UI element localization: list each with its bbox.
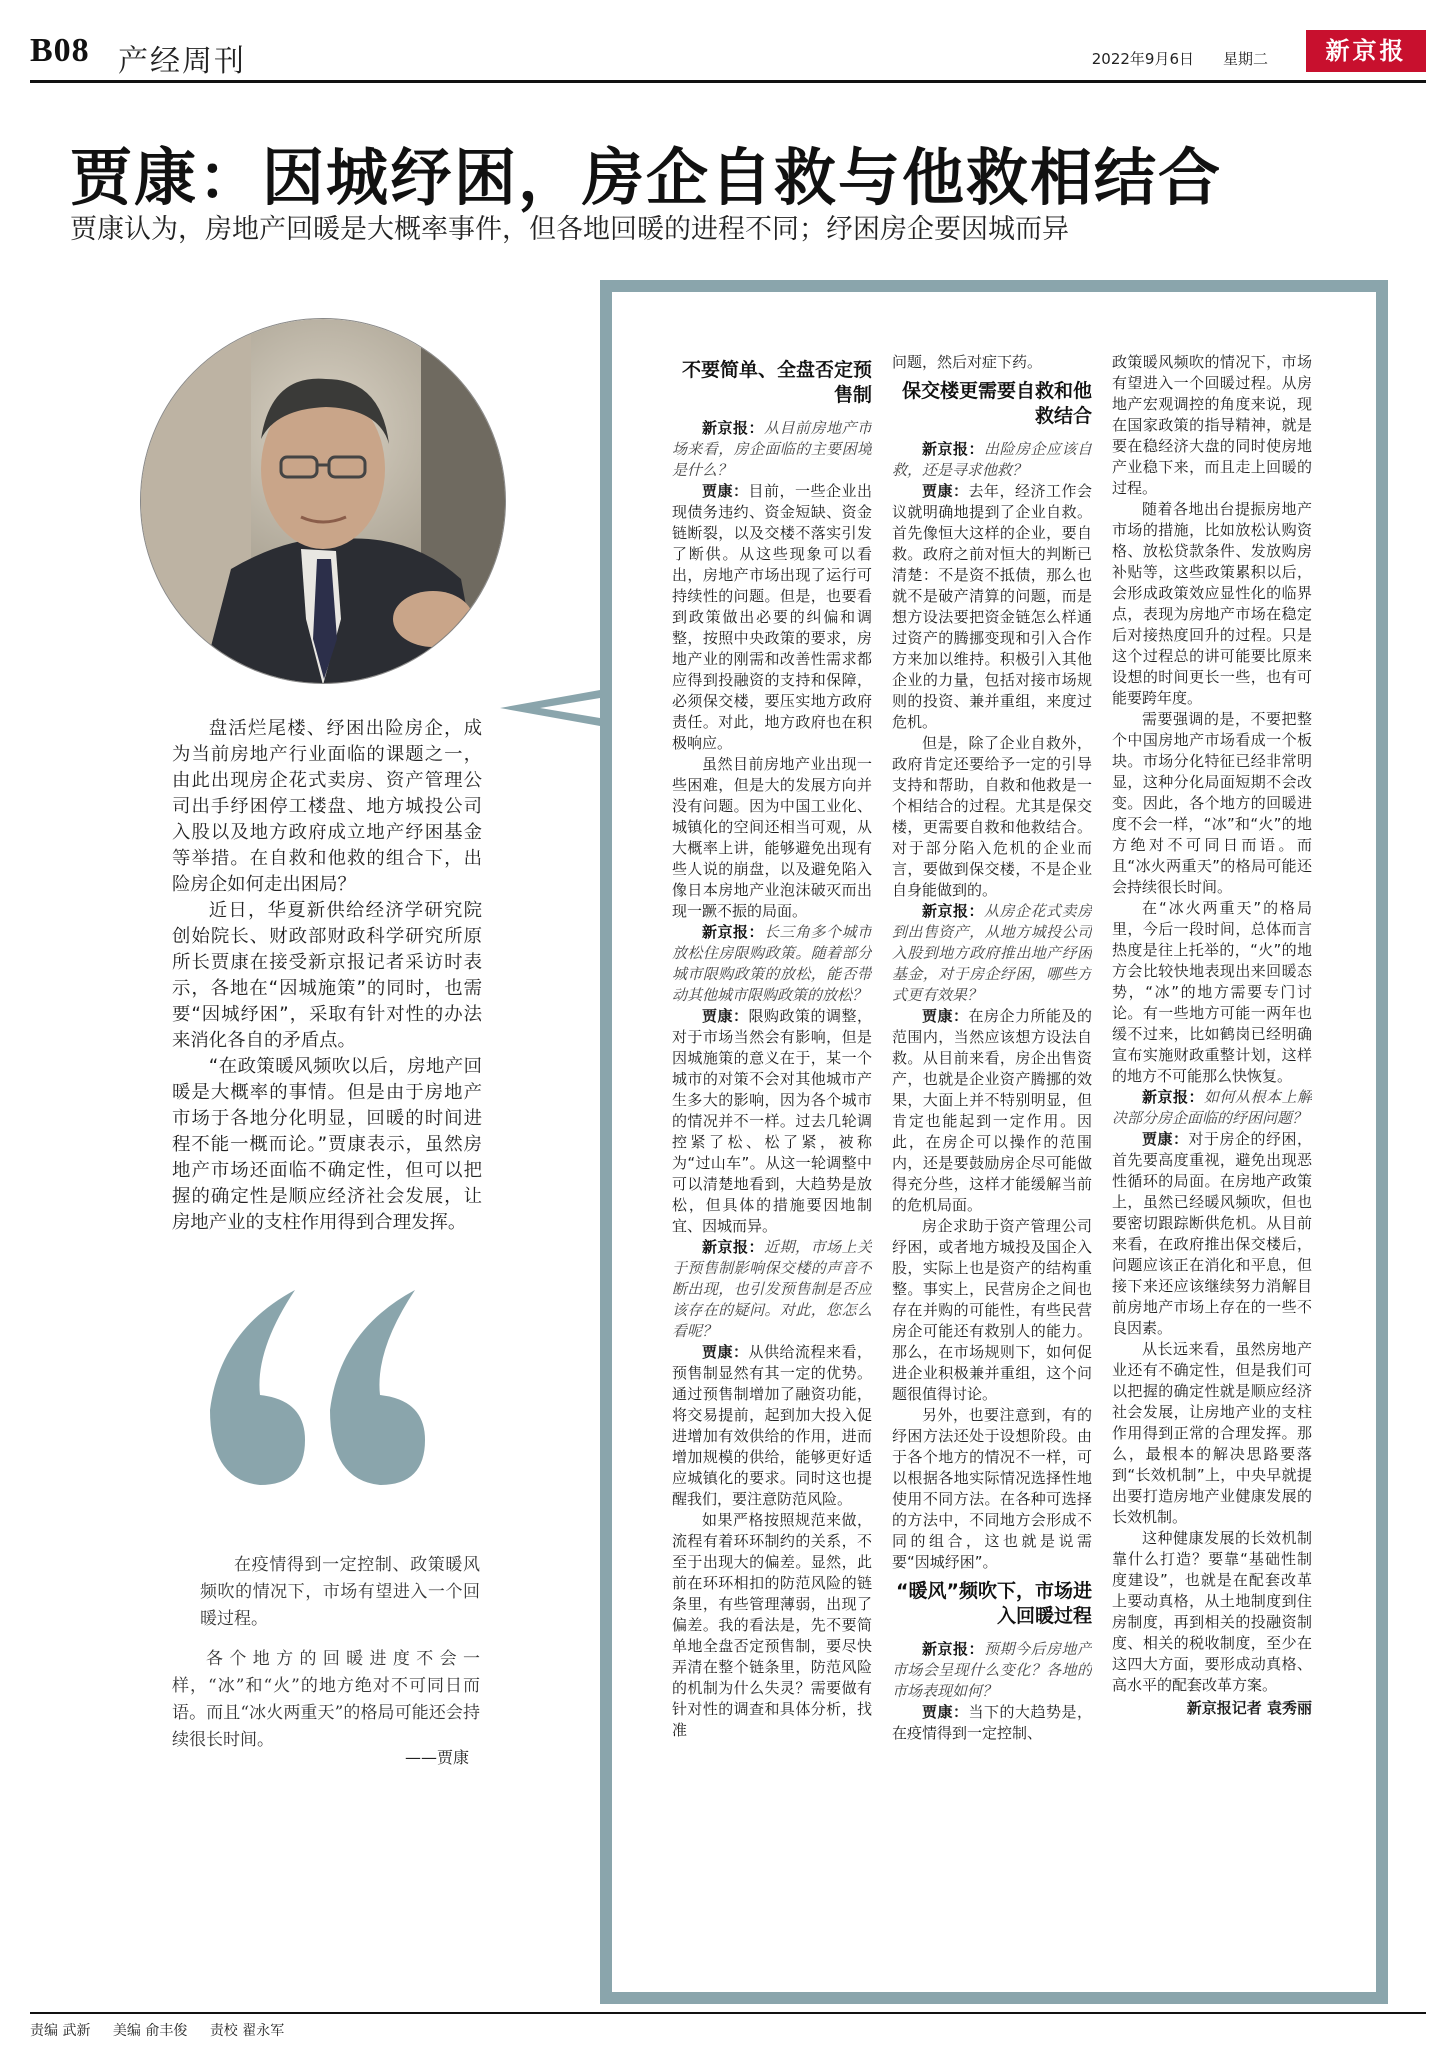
question-label: 新京报：: [702, 419, 764, 437]
answer-label: 贾康：: [922, 1007, 969, 1025]
pull-quote: 各个地方的回暖进度不会一样，“冰”和“火”的地方绝对不可同日而语。而且“冰火两重天”的格局可能还会持续很长时间。: [172, 1649, 480, 1750]
answer-label: 贾康：: [702, 1343, 749, 1361]
answer: [672, 481, 872, 754]
newspaper-logo: 新京报: [1306, 30, 1426, 72]
continued-text: 政策暖风频吹的情况下，市场有望进入一个回暖过程。从房地产宏观调控的角度来说，现在国家政策的指导精神，就是要在稳经济大盘的同时使房地产业稳下来，而且走上回暖的过程。: [1112, 353, 1312, 497]
answer-label: 贾康：: [922, 1703, 969, 1721]
question: [892, 1639, 1092, 1702]
answer: [892, 1006, 1092, 1216]
header-rule: [30, 80, 1426, 83]
page-code: B08: [30, 32, 90, 69]
answer-text: 从供给流程来看，预售制显然有其一定的优势。通过预售制增加了融资功能，将交易提前，起到加大投入促进增加有效供给的作用，进而增加规模的供给，能够更好适应城镇化的要求。同时这也提醒我们，要注意防范风险。: [672, 1343, 872, 1508]
opening-quotation-mark-icon: [200, 1290, 430, 1490]
interview-column-3: [1112, 352, 1312, 1932]
answer-label: 贾康：: [702, 1007, 749, 1025]
credit-editor: 责编 武新: [30, 2023, 91, 2039]
answer-text: 在房企力所能及的范围内，当然应该想方设法自救。从目前来看，房企出售资产，也就是企业资产腾挪的效果，大面上并不特别明显，但肯定也能起到一定作用。因此，在房企可以操作的范围内，还是要鼓励房企尽可能做得充分些，这样才能缓解当前的危机局面。: [892, 1007, 1092, 1214]
answer-text: 限购政策的调整，对于市场当然会有影响，但是因城施策的意义在于，某一个城市的对策不会对其他城市产生多大的影响，因为各个城市的情况并不一样。过去几轮调控紧了松、松了紧，被称为“过山车”。从这一轮调整中可以清楚地看到，大趋势是放松，但具体的措施要因地制宜、因城而异。: [672, 1007, 872, 1235]
page-header: [30, 30, 1426, 78]
answer-text: 目前，一些企业出现债务违约、资金短缺、资金链断裂，以及交楼不落实引发了断供。从这些现象可以看出，房地产市场出现了运行可持续性的问题。但是，也要看到政策做出必要的纠偏和调整，按照中央政策的要求，房地产业的刚需和改善性需求都应得到投融资的支持和保障，必须保交楼，要压实地方政府责任。对此，地方政府也在积极响应。: [672, 482, 872, 752]
question-text: 从房企花式卖房到出售资产，从地方城投公司入股到地方政府推出地产纾困基金，对于房企纾困，哪些方式更有效果？: [892, 902, 1092, 1004]
answer-paragraph: 如果严格按照规范来做，流程有着环环制约的关系，不至于出现大的偏差。显然，此前在环环相扣的防范风险的链条里，有些管理薄弱，出现了偏差。我的看法是，先不要简单地全盘否定预售制，要尽快弄清在整个链条里，防范风险的机制为什么失灵？需要做有针对性的调查和具体分析，找准: [672, 1511, 872, 1739]
answer: [892, 481, 1092, 733]
section-name: 产经周刊: [118, 44, 246, 79]
lead-paragraph: “在政策暖风频吹以后，房地产回暖是大概率的事情。但是由于房地产市场于各地分化明显，回暖的时间进程不能一概而论。”贾康表示，虽然房地产市场还面临不确定性，但可以把握的确定性是顺应经济社会发展，让房地产业的支柱作用得到合理发挥。: [172, 1056, 482, 1233]
answer-paragraph: 另外，也要注意到，有的纾困方法还处于设想阶段。由于各个地方的情况不一样，可以根据各地实际情况选择性地使用不同方法。在各种可选择的方法中，不同地方会形成不同的组合，这也就是说需要“因城纾困”。: [892, 1406, 1092, 1571]
answer-label: 贾康：: [922, 482, 969, 500]
answer: [892, 1702, 1092, 1744]
pull-quote: 在疫情得到一定控制、政策暖风频吹的情况下，市场有望进入一个回暖过程。: [200, 1555, 480, 1629]
question-text: 长三角多个城市放松住房限购政策。随着部分城市限购政策的放松，能否带动其他城市限购政策的放松？: [672, 923, 872, 1004]
frame-pointer-inner: [540, 698, 600, 718]
question: [1112, 1087, 1312, 1129]
question-text: 预期今后房地产市场会呈现什么变化？各地的市场表现如何？: [892, 1640, 1092, 1700]
answer-text: 去年，经济工作会议就明确地提到了企业自救。首先像恒大这样的企业，要自救。政府之前对恒大的判断已清楚：不是资不抵债，那么也就不是破产清算的问题，而是想方设法要把资金链怎么样通过资产的腾挪变现和引入合作方来加以维持。积极引入其他企业的力量，包括对接市场规则的投资、兼并重组，来度过危机。: [892, 482, 1092, 731]
subheading: “暖风”频吹下，市场进入回暖过程: [896, 1580, 1092, 1627]
question-label: 新京报：: [922, 440, 984, 458]
lead-paragraph: 近日，华夏新供给经济学研究院创始院长、财政部财政科学研究所原所长贾康在接受新京报记者采访时表示，各地在“因城施策”的同时，也需要“因城纾困”，采取有针对性的办法来消化各自的矛盾点。: [172, 900, 482, 1051]
reporter-byline: 新京报记者 袁秀丽: [1186, 1699, 1312, 1717]
interview-column-1: [672, 352, 872, 1932]
answer-paragraph: 房企求助于资产管理公司纾困，或者地方城投及国企入股，实际上也是资产的结构重整。事实上，民营房企之间也存在并购的可能性，有些民营房企可能还有救别人的能力。那么，在市场规则下，如何促进企业积极兼并重组，这个问题很值得讨论。: [892, 1217, 1092, 1403]
footer-rule: [30, 2012, 1426, 2014]
answer-paragraph: 需要强调的是，不要把整个中国房地产市场看成一个板块。市场分化特征已经非常明显，这种分化局面短期不会改变。因此，各个地方的回暖进度不会一样，“冰”和“火”的地方绝对不可同日而语。而且“冰火两重天”的格局可能还会持续很长时间。: [1112, 710, 1312, 896]
editor-credits: [30, 2020, 302, 2040]
question: [892, 901, 1092, 1006]
issue-date: 2022年9月6日: [1091, 50, 1194, 68]
answer: [672, 1006, 872, 1237]
answer-label: 贾康：: [702, 482, 749, 500]
answer-text: 对于房企的纾困，首先要高度重视，避免出现恶性循环的局面。在房地产政策上，虽然已经暖风频吹，但也要密切跟踪断供危机。从目前来看，在政府推出保交楼后，问题应该正在消化和平息，但接下来还应该继续努力消解目前房地产市场上存在的一些不良因素。: [1112, 1130, 1312, 1337]
credit-designer: 美编 俞丰俊: [112, 2023, 188, 2039]
question-label: 新京报：: [702, 923, 764, 941]
article-deck: 贾康认为，房地产回暖是大概率事件，但各地回暖的进程不同；纾困房企要因城而异: [70, 214, 1069, 245]
lead-text: [172, 716, 482, 1236]
answer-paragraph: 从长远来看，虽然房地产业还有不确定性，但是我们可以把握的确定性就是顺应经济社会发展，让房地产业的支柱作用得到正常的合理发挥。那么，最根本的解决思路要落到“长效机制”上，中央早就提出要打造房地产业健康发展的长效机制。: [1112, 1340, 1312, 1526]
pull-quote-byline: ——贾康: [405, 1748, 470, 1767]
question-text: 从目前房地产市场来看，房企面临的主要困境是什么？: [672, 419, 872, 479]
portrait-photo: [140, 318, 506, 684]
answer-paragraph: 随着各地出台提振房地产市场的措施，比如放松认购资格、放松贷款条件、发放购房补贴等，这些政策累积以后，会形成政策效应显性化的临界点，表现为房地产市场在稳定后对接热度回升的过程。只是这个过程总的讲可能要比原来设想的时间更长一些，也有可能要跨年度。: [1112, 500, 1312, 707]
answer: [672, 1342, 872, 1510]
answer-paragraph: 这种健康发展的长效机制靠什么打造？要靠“基础性制度建设”，也就是在配套改革上要动真格，从土地制度到住房制度，再到相关的投融资制度、相关的税收制度，至少在这四大方面，要形成动真格、高水平的配套改革方案。: [1112, 1529, 1312, 1694]
question-label: 新京报：: [922, 902, 984, 920]
article-headline: 贾康：因城纾困，房企自救与他救相结合: [70, 141, 1223, 214]
question-text: 近期，市场上关于预售制影响保交楼的声音不断出现，也引发预售制是否应该存在的疑问。对此，您怎么看呢？: [672, 1238, 872, 1340]
answer-label: 贾康：: [1142, 1130, 1189, 1148]
question: [672, 418, 872, 481]
question-text: 如何从根本上解决部分房企面临的纾困问题？: [1112, 1088, 1312, 1127]
lead-paragraph: 盘活烂尾楼、纾困出险房企，成为当前房地产行业面临的课题之一，由此出现房企花式卖房、资产管理公司出手纾困停工楼盘、地方城投公司入股以及地方政府成立地产纾困基金等举措。在自救和他救的组合下，出险房企如何走出困局？: [172, 718, 482, 895]
answer: [1112, 1129, 1312, 1339]
credit-proofreader: 责校 翟永军: [209, 2023, 285, 2039]
question: [672, 922, 872, 1006]
answer-text: 当下的大趋势是，在疫情得到一定控制、: [892, 1703, 1092, 1742]
question-label: 新京报：: [702, 1238, 764, 1256]
interview-column-2: [892, 352, 1092, 1932]
portrait-illustration: [141, 319, 506, 684]
answer-paragraph: 在“冰火两重天”的格局里，今后一段时间，总体而言热度是往上托举的，“火”的地方会比较快地表现出来回暖态势，“冰”的地方需要专门讨论。有一些地方可能一两年也缓不过来，比如鹤岗已经明确宣布实施财政重整计划，这样的地方不可能那么快恢复。: [1112, 899, 1312, 1085]
question-label: 新京报：: [922, 1640, 984, 1658]
continued-text: 问题，然后对症下药。: [892, 353, 1043, 371]
answer-paragraph: 但是，除了企业自救外，政府肯定还要给予一定的引导支持和帮助，自救和他救是一个相结合的过程。尤其是保交楼，更需要自救和他救结合。对于部分陷入危机的企业而言，要做到保交楼，不是企业自身能做到的。: [892, 734, 1092, 899]
question: [892, 439, 1092, 481]
subheading: 不要简单、全盘否定预售制: [681, 359, 872, 406]
answer-paragraph: 虽然目前房地产业出现一些困难，但是大的发展方向并没有问题。因为中国工业化、城镇化的空间还相当可观，从大概率上讲，能够避免出现有些人说的崩盘，以及避免陷入像日本房地产业泡沫破灭而出现一蹶不振的局面。: [672, 755, 872, 920]
issue-weekday: 星期二: [1222, 50, 1268, 68]
question-label: 新京报：: [1142, 1088, 1204, 1106]
question-text: 出险房企应该自救，还是寻求他救？: [892, 440, 1092, 479]
question: [672, 1237, 872, 1342]
subheading: 保交楼更需要自救和他救结合: [901, 380, 1092, 427]
quote-icon: [200, 1290, 430, 1490]
